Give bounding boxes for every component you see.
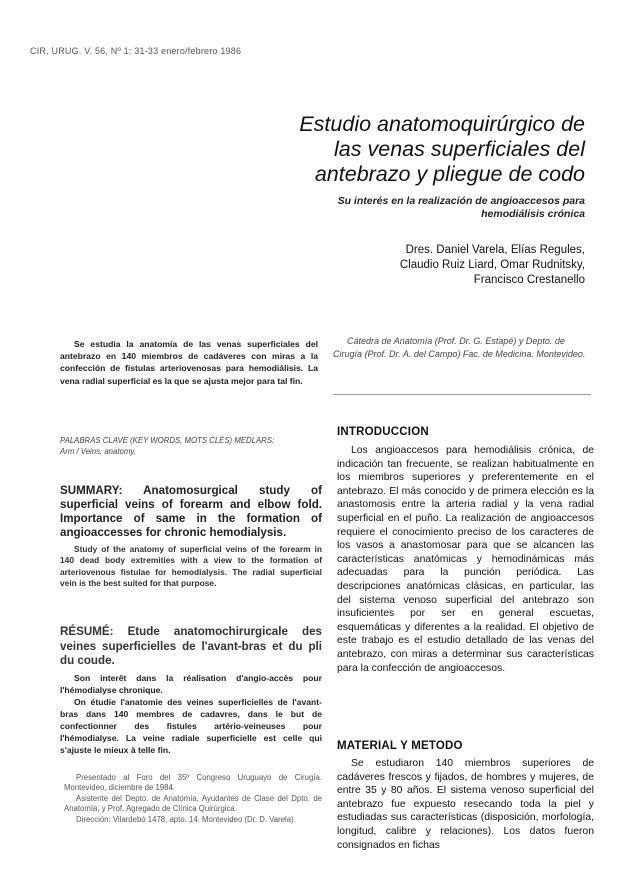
keywords-terms: Arm / Veins, anatomy.: [60, 446, 136, 456]
author-line: Dres. Daniel Varela, Elías Regules,: [405, 244, 585, 256]
summary-body: Study of the anatomy of superficial veins of the forearm in 140 dead body extremities with a view to the formation of arteriovenous fistulae for hemodialysis. The radial superficial vein is the best suited for that purpose.: [60, 544, 322, 588]
title-block: [225, 112, 585, 288]
divider: [333, 394, 591, 395]
resume-body: [60, 672, 322, 756]
journal-citation: CIR. URUG. V. 56, Nº 1: 31-33 enero/febrero 1986: [30, 46, 242, 56]
resume-paragraph: Son interêt dans la réalisation d'angio-accès pour l'hémodialyse chronique.: [60, 673, 322, 695]
keywords: [60, 436, 322, 457]
article-title: [225, 112, 585, 187]
section-heading-material: MATERIAL Y METODO: [337, 740, 463, 752]
summary-title: SUMMARY: Anatomosurgical study of superficial veins of forearm and elbow fold. Importance of same in the formation of angioaccesses for chronic hemodialysis.: [60, 484, 322, 539]
article-subtitle: [225, 195, 585, 221]
author-line: Francisco Crestanello: [473, 274, 585, 286]
resume-paragraph: On étudie l'anatomie des veines superficielles de l'avant-bras dans 140 membres de cadavres, dans le but de confectionner des fistules artério-veineuses pour l'hémodialyse. La veine radiale superficielle est celle qui s'ajuste le mieux à telle fin.: [60, 697, 322, 755]
author-affiliation: Cátedra de Anatomía (Prof. Dr. G. Estapé) y Depto. de Cirugía (Prof. Dr. A. del Campo) Fac. de Medicina. Montevideo.: [333, 336, 586, 359]
material-body: Se estudiaron 140 miembros superiores de cadáveres frescos y fijados, de hombres y mujeres, de entre 35 y 80 años. El sistema venoso superficial del antebrazo fue expuesto resecando toda la piel y estudiadas sus características (disposición, morfología, longitud, calibre y relaciones). Los datos fueron consignados en fichas: [337, 758, 594, 851]
spanish-abstract: Se estudia la anatomía de las venas superficiales del antebrazo en 140 miembros de cadáveres con miras a la confección de fístulas arteriovenosas para hemodiálisis. La vena radial superficial es la que se ajusta mejor para tal fin.: [60, 339, 318, 386]
footnotes: [64, 773, 322, 825]
resume-title: RÉSUMÉ: Etude anatomochirurgicale des veines superficielles de l'avant-bras et du pli du coude.: [60, 625, 322, 667]
introduccion-body: Los angioaccesos para hemodiálisis crónica, de indicación tan frecuente, se realizan habitualmente en los miembros superiores y preferentemente en el antebrazo. El más conocido y de primera elección es la anastomosis entre la arteria radial y la vena radial superficial en el puño. La realización de angioaccesos requiere el conocimiento preciso de los caracteres de los vasos a anastomosar para que se alcancen las características anatómicas y hemodinámicas más adecuadas para la punción periódica. Las descripciones anatómicas clásicas, en particular, las del sistema venoso superficial del antebrazo son insuficientes por ser en general escuetas, esquemáticas y diferentes a la realidad. El objetivo de este trabajo es el estudio detallado de las venas del antebrazo, con miras a determinar sus características para la confección de angioaccesos.: [337, 445, 594, 674]
subtitle-line: Su interés en la realización de angioaccesos para: [337, 195, 585, 207]
author-line: Claudio Ruiz Liard, Omar Rudnitsky,: [399, 259, 585, 271]
keywords-label: PALABRAS CLAVE (KEY WORDS, MOTS CLÉS) MEDLARS:: [60, 436, 275, 445]
subtitle-line: hemodiálisis crónica: [481, 208, 585, 220]
title-line: antebrazo y pliegue de codo: [314, 162, 585, 186]
footnote: Dirección: Vilardebó 1478, apto. 14. Montevideo (Dr. D. Varela).: [76, 814, 296, 824]
footnote: Presentado al Foro del 35º Congreso Uruguayo de Cirugía. Montevideo, diciembre de 1984.: [64, 773, 322, 793]
author-list: [225, 243, 585, 288]
title-line: Estudio anatomoquirúrgico de: [299, 112, 585, 136]
title-line: las venas superficiales del: [334, 137, 585, 161]
footnote: Asistente del Depto. de Anatomía, Ayudantes de Clase del Dpto. de Anatomía, y Prof. Agregado de Clínica Quirúrgica.: [64, 793, 322, 814]
section-heading-introduccion: INTRODUCCION: [337, 426, 429, 438]
